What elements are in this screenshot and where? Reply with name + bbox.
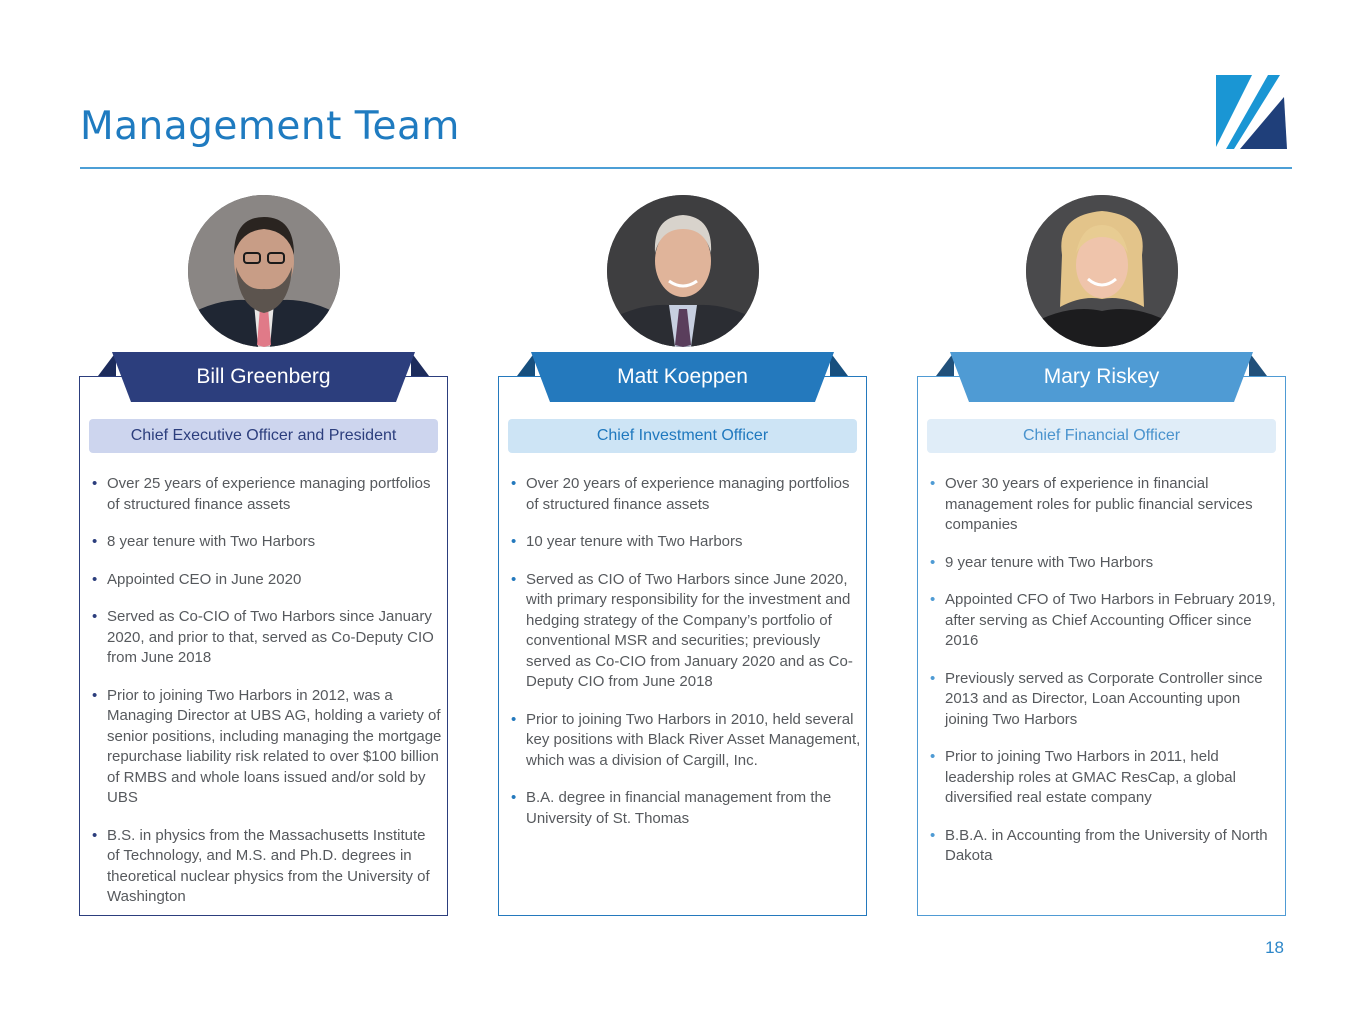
company-logo-icon xyxy=(1216,75,1287,149)
name-banner-matt-koeppen xyxy=(517,352,848,403)
role-label: Chief Executive Officer and President xyxy=(89,419,438,453)
person-name: Mary Riskey xyxy=(1043,365,1160,388)
bullet-item: • Prior to joining Two Harbors in 2012, was a Managing Director at UBS AG, holding a variety of senior positions, including managing the mortgage repurchase liability risk related to over $100 billion of RMBS and whole loans issued and/or sold by UBS xyxy=(92,686,442,809)
bullet-item: • Appointed CFO of Two Harbors in February 2019, after serving as Chief Accounting Officer since 2016 xyxy=(930,590,1280,652)
bullet-item: • Over 30 years of experience in financial management roles for public financial services companies xyxy=(930,474,1280,536)
person-name: Bill Greenberg xyxy=(196,365,331,388)
bullet-item: • 10 year tenure with Two Harbors xyxy=(511,532,861,553)
bullet-item: • Served as Co-CIO of Two Harbors since January 2020, and prior to that, served as Co-Deputy CIO from June 2018 xyxy=(92,607,442,669)
bullet-item: • Served as CIO of Two Harbors since June 2020, with primary responsibility for the investment and hedging strategy of the Company’s portfolio of conventional MSR and securities; previously served as Co-CIO from January 2020 and as Co-Deputy CIO from June 2018 xyxy=(511,570,861,693)
bullet-list xyxy=(930,474,1280,884)
bullet-list xyxy=(92,474,442,925)
person-name: Matt Koeppen xyxy=(617,365,748,388)
bullet-item: • Prior to joining Two Harbors in 2011, held leadership roles at GMAC ResCap, a global diversified real estate company xyxy=(930,747,1280,809)
bullet-item: • 9 year tenure with Two Harbors xyxy=(930,553,1280,574)
bullet-item: • Appointed CEO in June 2020 xyxy=(92,570,442,591)
page-title: Management Team xyxy=(80,104,460,149)
bullet-item: • 8 year tenure with Two Harbors xyxy=(92,532,442,553)
title-divider xyxy=(80,167,1292,169)
bullet-item: • Over 25 years of experience managing portfolios of structured finance assets xyxy=(92,474,442,515)
bullet-item: • Prior to joining Two Harbors in 2010, held several key positions with Black River Asset Management, which was a division of Cargill, Inc. xyxy=(511,710,861,772)
profile-card-matt-koeppen xyxy=(498,376,867,916)
bullet-item: • Over 20 years of experience managing portfolios of structured finance assets xyxy=(511,474,861,515)
bullet-item: • Previously served as Corporate Controller since 2013 and as Director, Loan Accounting upon joining Two Harbors xyxy=(930,669,1280,731)
role-label: Chief Investment Officer xyxy=(508,419,857,453)
photo-mary-riskey xyxy=(1026,195,1178,347)
bullet-item: • B.A. degree in financial management from the University of St. Thomas xyxy=(511,788,861,829)
page-number: 18 xyxy=(1265,938,1284,957)
bullet-item: • B.S. in physics from the Massachusetts Institute of Technology, and M.S. and Ph.D. degrees in theoretical nuclear physics from the University of Washington xyxy=(92,826,442,908)
bullet-item: • B.B.A. in Accounting from the University of North Dakota xyxy=(930,826,1280,867)
name-banner-bill-greenberg xyxy=(98,352,429,403)
name-banner-mary-riskey xyxy=(936,352,1267,403)
profile-card-bill-greenberg xyxy=(79,376,448,916)
role-label: Chief Financial Officer xyxy=(927,419,1276,453)
bullet-list xyxy=(511,474,861,846)
profile-card-mary-riskey xyxy=(917,376,1286,916)
photo-bill-greenberg xyxy=(188,195,340,347)
photo-matt-koeppen xyxy=(607,195,759,347)
